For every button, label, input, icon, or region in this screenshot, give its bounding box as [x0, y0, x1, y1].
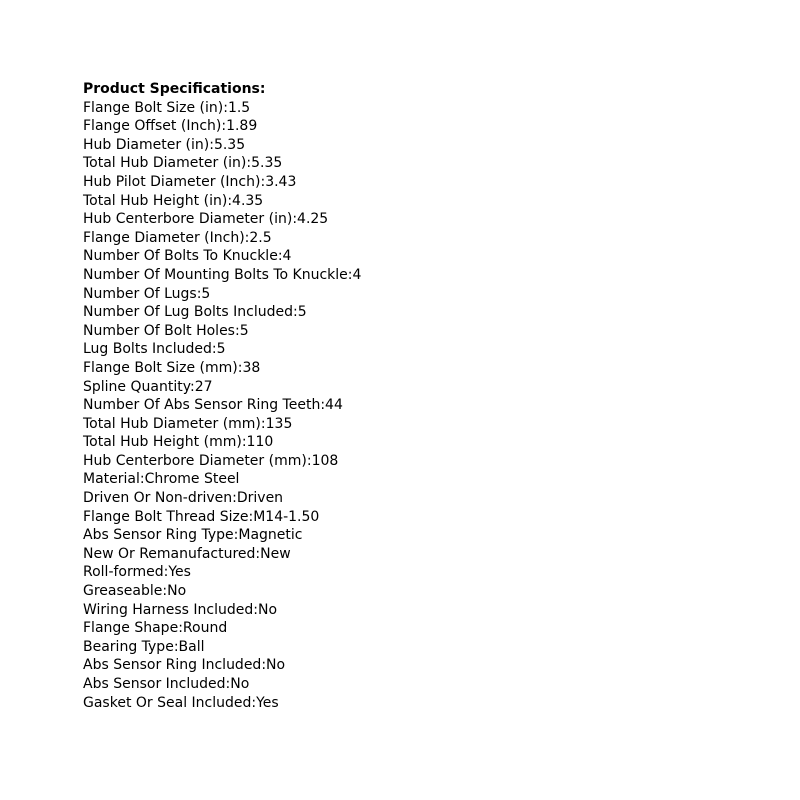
spec-row	[83, 229, 783, 248]
spec-separator: :	[173, 638, 179, 655]
spec-row	[83, 582, 783, 601]
spec-label: Total Hub Diameter (mm)	[83, 415, 261, 432]
spec-row	[83, 656, 783, 675]
spec-separator: :	[233, 527, 239, 544]
spec-value: 5	[216, 341, 226, 358]
spec-row	[83, 136, 783, 155]
spec-label: Lug Bolts Included	[83, 341, 212, 358]
spec-separator: :	[237, 359, 243, 376]
spec-row	[83, 192, 783, 211]
spec-value: 2.5	[249, 229, 272, 246]
spec-row	[83, 322, 783, 341]
spec-separator: :	[162, 583, 168, 600]
spec-row	[83, 359, 783, 378]
spec-value: Round	[182, 620, 228, 637]
spec-value: 135	[265, 415, 293, 432]
spec-label: Bearing Type	[83, 638, 174, 655]
spec-row	[83, 694, 783, 713]
spec-label: Driven Or Non-driven	[83, 490, 233, 507]
spec-value: No	[167, 583, 187, 600]
spec-row	[83, 266, 783, 285]
spec-label: Hub Diameter (in)	[83, 136, 210, 153]
spec-label: Flange Bolt Thread Size	[83, 508, 249, 525]
spec-label: Hub Centerbore Diameter (mm)	[83, 452, 307, 469]
spec-label: Number Of Abs Sensor Ring Teeth	[83, 397, 321, 414]
spec-label: Roll-formed	[83, 564, 164, 581]
spec-value: 5	[239, 322, 249, 339]
spec-value: Chrome Steel	[144, 471, 240, 488]
spec-value: 3.43	[265, 173, 297, 190]
spec-separator: :	[255, 545, 261, 562]
spec-value: 38	[242, 359, 261, 376]
spec-list	[83, 99, 783, 713]
spec-separator: :	[246, 155, 252, 172]
spec-row	[83, 470, 783, 489]
spec-row	[83, 508, 783, 527]
spec-value: 44	[325, 397, 343, 414]
spec-value: 4	[282, 248, 292, 265]
spec-separator: :	[234, 322, 240, 339]
spec-value: 108	[311, 452, 339, 469]
spec-row	[83, 563, 783, 582]
spec-value: M14-1.50	[253, 508, 320, 525]
spec-separator: :	[232, 490, 237, 507]
spec-row	[83, 545, 783, 564]
spec-separator: :	[260, 415, 266, 432]
spec-row	[83, 378, 783, 397]
spec-separator: :	[292, 211, 298, 228]
spec-label: Spline Quantity	[83, 378, 190, 395]
spec-row	[83, 433, 783, 452]
spec-label: Flange Offset (Inch)	[83, 118, 222, 135]
spec-separator: :	[293, 304, 298, 321]
spec-label: Greaseable	[83, 583, 163, 600]
spec-label: New Or Remanufactured	[83, 545, 256, 562]
spec-value: No	[266, 657, 286, 674]
spec-value: No	[230, 676, 250, 692]
spec-value: New	[260, 545, 291, 562]
spec-value: 27	[194, 378, 213, 395]
spec-label: Number Of Bolt Holes	[83, 322, 235, 339]
spec-value: 5	[201, 285, 211, 302]
spec-separator: :	[347, 266, 353, 283]
spec-label: Hub Pilot Diameter (Inch)	[83, 173, 261, 190]
spec-value: Ball	[178, 638, 205, 655]
spec-separator: :	[251, 694, 257, 711]
spec-label: Flange Diameter (Inch)	[83, 229, 245, 246]
spec-label: Total Hub Height (mm)	[83, 434, 242, 451]
spec-value: No	[258, 601, 278, 618]
spec-row	[83, 154, 783, 173]
spec-row	[83, 340, 783, 359]
spec-separator: :	[261, 657, 267, 674]
spec-separator: :	[178, 620, 183, 637]
spec-row	[83, 303, 783, 322]
spec-row	[83, 285, 783, 304]
spec-row	[83, 675, 783, 694]
spec-label: Flange Bolt Size (mm)	[83, 359, 238, 376]
spec-label: Number Of Mounting Bolts To Knuckle	[83, 266, 348, 283]
spec-separator: :	[225, 676, 231, 692]
spec-separator: :	[306, 452, 312, 469]
spec-label: Abs Sensor Included	[83, 676, 226, 692]
spec-label: Total Hub Diameter (in)	[83, 155, 247, 172]
spec-separator: :	[189, 378, 195, 395]
product-specifications	[83, 80, 783, 712]
spec-value: 1.89	[226, 118, 258, 135]
spec-row	[83, 526, 783, 545]
spec-label: Number Of Lugs	[83, 285, 197, 302]
spec-label: Material	[83, 471, 140, 488]
spec-value: Driven	[236, 490, 284, 507]
spec-row	[83, 601, 783, 620]
spec-row	[83, 638, 783, 657]
spec-label: Number Of Lug Bolts Included	[83, 304, 293, 321]
spec-separator: :	[241, 434, 247, 451]
spec-label: Flange Bolt Size (in)	[83, 99, 224, 116]
spec-row	[83, 619, 783, 638]
spec-label: Hub Centerbore Diameter (in)	[83, 211, 293, 228]
spec-separator: :	[277, 248, 283, 265]
spec-value: Magnetic	[238, 527, 303, 544]
spec-row	[83, 452, 783, 471]
spec-value: 1.5	[227, 99, 251, 116]
spec-value: Yes	[256, 694, 279, 711]
spec-separator: :	[221, 118, 227, 135]
spec-separator: :	[163, 564, 169, 581]
spec-row	[83, 99, 783, 118]
spec-row	[83, 247, 783, 266]
specs-title: Product Specifications:	[83, 81, 266, 97]
spec-row	[83, 117, 783, 136]
spec-label: Total Hub Height (in)	[83, 192, 228, 209]
spec-value: 5.35	[251, 155, 283, 172]
spec-value: 110	[246, 434, 274, 451]
spec-label: Gasket Or Seal Included	[83, 694, 252, 711]
spec-separator: :	[196, 285, 202, 302]
spec-separator: :	[227, 192, 233, 209]
spec-label: Number Of Bolts To Knuckle	[83, 248, 278, 265]
spec-separator: :	[248, 508, 254, 525]
spec-separator: :	[244, 229, 250, 246]
spec-label: Abs Sensor Ring Included	[83, 657, 262, 674]
spec-label: Flange Shape	[83, 620, 179, 637]
spec-separator: :	[253, 601, 258, 618]
spec-value: 5	[297, 304, 307, 321]
spec-separator: :	[223, 99, 228, 116]
spec-label: Wiring Harness Included	[83, 601, 254, 618]
spec-row	[83, 489, 783, 508]
spec-row	[83, 415, 783, 434]
spec-row	[83, 210, 783, 229]
spec-separator: :	[139, 471, 145, 488]
spec-label: Abs Sensor Ring Type	[83, 527, 234, 544]
spec-separator: :	[320, 397, 326, 414]
spec-separator: :	[260, 173, 266, 190]
spec-row	[83, 396, 783, 415]
spec-value: 4.35	[232, 192, 264, 209]
spec-row	[83, 173, 783, 192]
spec-value: 4.25	[297, 211, 329, 228]
spec-value: Yes	[168, 564, 191, 581]
spec-value: 4	[352, 266, 362, 283]
spec-separator: :	[211, 341, 217, 358]
spec-value: 5.35	[213, 136, 246, 153]
spec-separator: :	[209, 136, 214, 153]
